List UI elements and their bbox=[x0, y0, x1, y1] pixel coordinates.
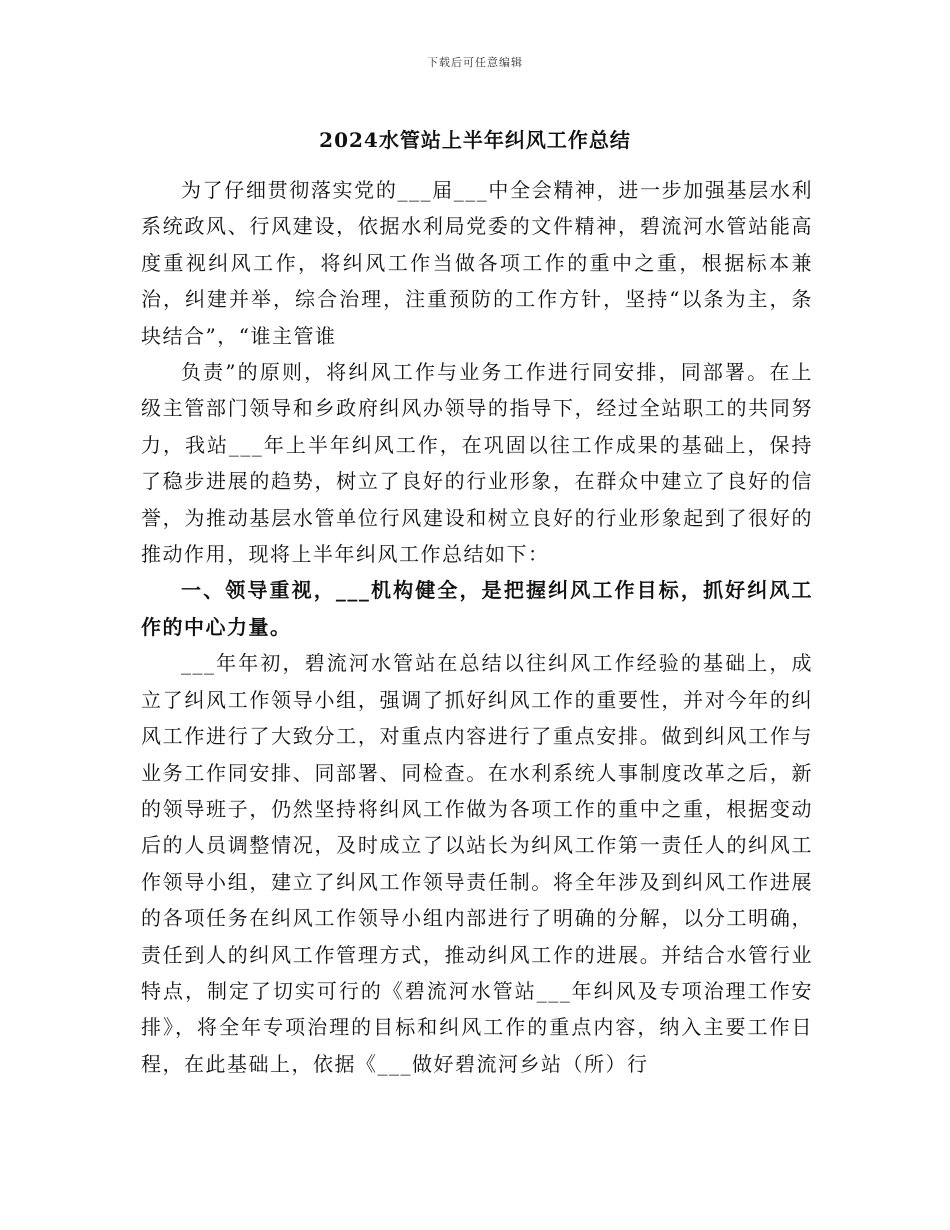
page-header-note: 下载后可任意编辑 bbox=[427, 56, 523, 69]
section-heading-1: 一、领导重视，___机构健全，是把握纠风工作目标，抓好纠风工作的中心力量。 bbox=[141, 578, 813, 639]
paragraph-intro: 为了仔细贯彻落实党的___届___中全会精神，进一步加强基层水利系统政风、行风建设，依据水利局党委的文件精神，碧流河水管站能高度重视纠风工作，将纠风工作当做各项工作的重中之重，根据标本兼治，纠建并举，综合治理，注重预防的工作方针，坚持“以条为主，条块结合”，“谁主管谁 bbox=[141, 178, 813, 348]
paragraph-principle: 负责”的原则，将纠风工作与业务工作进行同安排，同部署。在上级主管部门领导和乡政府纠风办领导的指导下，经过全站职工的共同努力，我站___年上半年纠风工作，在巩固以往工作成果的基础上，保持了稳步进展的趋势，树立了良好的行业形象，在群众中建立了良好的信誉，为推动基层水管单位行风建设和树立良好的行业形象起到了很好的推动作用，现将上半年纠风工作总结如下： bbox=[141, 360, 813, 567]
document-title: 2024水管站上半年纠风工作总结 bbox=[319, 128, 631, 152]
document-body bbox=[141, 172, 813, 1082]
paragraph-section-1: ___年年初，碧流河水管站在总结以往纠风工作经验的基础上，成立了纠风工作领导小组，强调了抓好纠风工作的重要性，并对今年的纠风工作进行了大致分工，对重点内容进行了重点安排。做到纠风工作与业务工作同安排、同部署、同检查。在水利系统人事制度改革之后，新的领导班子，仍然坚持将纠风工作做为各项工作的重中之重，根据变动后的人员调整情况，及时成立了以站长为纠风工作第一责任人的纠风工作领导小组，建立了纠风工作领导责任制。将全年涉及到纠风工作进展的各项任务在纠风工作领导小组内部进行了明确的分解，以分工明确，责任到人的纠风工作管理方式，推动纠风工作的进展。并结合水管行业特点，制定了切实可行的《碧流河水管站___年纠风及专项治理工作安排》，将全年专项治理的目标和纠风工作的重点内容，纳入主要工作日程，在此基础上，依据《___做好碧流河乡站（所）行 bbox=[141, 651, 813, 1076]
